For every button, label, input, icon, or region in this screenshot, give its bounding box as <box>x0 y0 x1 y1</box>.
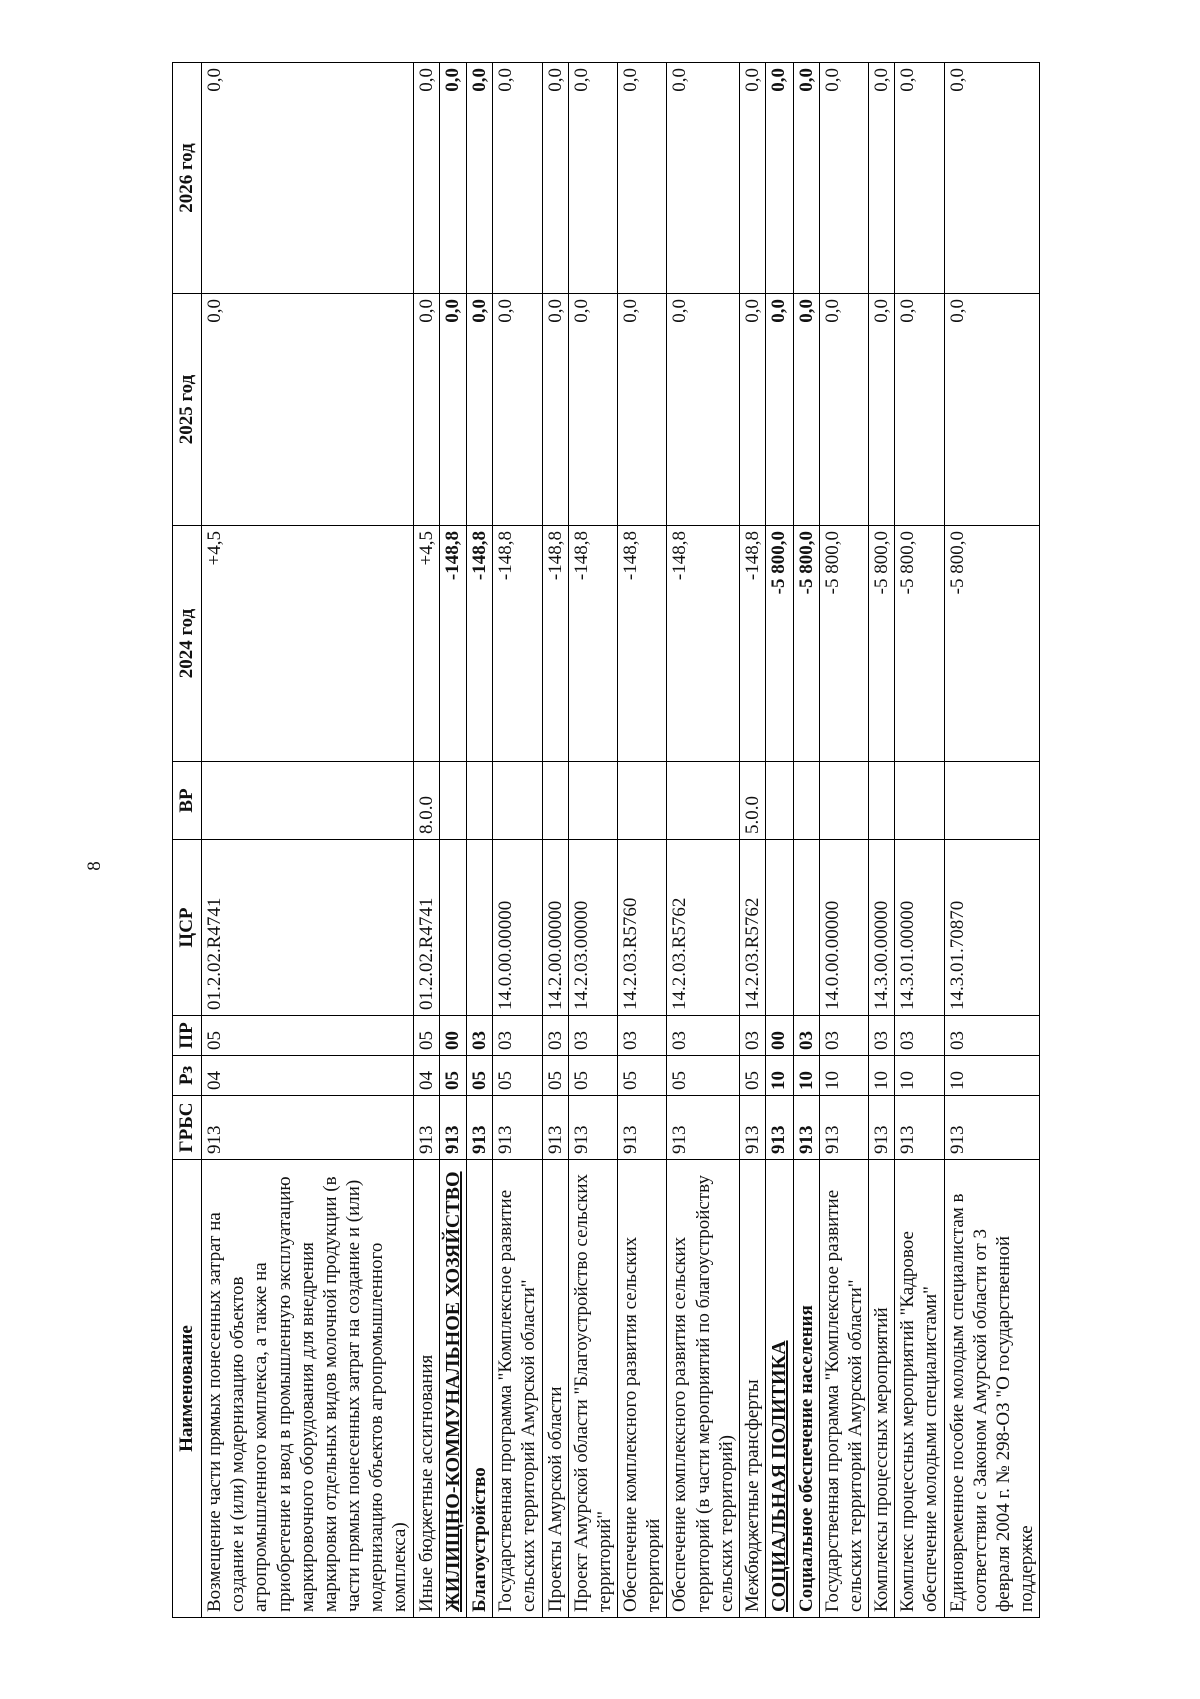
cell-csr: 14.3.01.70870 <box>944 840 1040 1016</box>
cell-grbs: 913 <box>618 1096 667 1160</box>
cell-grbs: 913 <box>568 1096 617 1160</box>
header-name: Наименование <box>173 1160 202 1618</box>
cell-rz: 10 <box>895 1056 944 1096</box>
header-grbs: ГРБС <box>173 1096 202 1160</box>
table-row <box>869 63 895 1618</box>
cell-grbs: 913 <box>542 1096 568 1160</box>
table-row <box>493 63 542 1618</box>
table-row <box>568 63 617 1618</box>
cell-pr: 03 <box>869 1016 895 1056</box>
cell-2024: -5 800,0 <box>869 526 895 762</box>
cell-2025: 0,0 <box>439 294 466 526</box>
cell-grbs: 913 <box>493 1096 542 1160</box>
header-csr: ЦСР <box>173 840 202 1016</box>
cell-vr <box>202 762 414 840</box>
table-row <box>895 63 944 1618</box>
cell-vr <box>793 762 819 840</box>
cell-2025: 0,0 <box>202 294 414 526</box>
budget-table <box>172 62 1040 1618</box>
cell-rz: 10 <box>869 1056 895 1096</box>
cell-pr: 03 <box>740 1016 766 1056</box>
cell-2026: 0,0 <box>542 63 568 294</box>
cell-grbs: 913 <box>467 1096 493 1160</box>
table-row <box>467 63 493 1618</box>
cell-2025: 0,0 <box>542 294 568 526</box>
table-row <box>542 63 568 1618</box>
cell-rz: 04 <box>413 1056 439 1096</box>
cell-2026: 0,0 <box>202 63 414 294</box>
cell-vr: 5.0.0 <box>740 762 766 840</box>
cell-name: Социальное обеспечение населения <box>793 1160 819 1618</box>
cell-name: Единовременное пособие молодым специалистам в соответствии с Законом Амурской области от 3 февраля 2004 г. № 298-ОЗ "О государственной поддержке <box>944 1160 1040 1618</box>
cell-2025: 0,0 <box>944 294 1040 526</box>
cell-vr <box>493 762 542 840</box>
table-row <box>413 63 439 1618</box>
cell-vr <box>542 762 568 840</box>
cell-2026: 0,0 <box>413 63 439 294</box>
cell-2026: 0,0 <box>793 63 819 294</box>
cell-csr: 14.2.03.R5762 <box>740 840 766 1016</box>
cell-2024: -148,8 <box>618 526 667 762</box>
cell-2026: 0,0 <box>740 63 766 294</box>
header-pr: ПР <box>173 1016 202 1056</box>
cell-2024: -5 800,0 <box>793 526 819 762</box>
header-2026: 2026 год <box>173 63 202 294</box>
cell-2024: -148,8 <box>568 526 617 762</box>
cell-rz: 10 <box>819 1056 868 1096</box>
header-rz: Рз <box>173 1056 202 1096</box>
cell-name: Обеспечение комплексного развития сельских территорий (в части мероприятий по благоустройству сельских территорий) <box>667 1160 740 1618</box>
cell-2026: 0,0 <box>493 63 542 294</box>
cell-rz: 04 <box>202 1056 414 1096</box>
cell-csr: 14.2.03.R5760 <box>618 840 667 1016</box>
cell-pr: 03 <box>793 1016 819 1056</box>
cell-csr: 14.3.01.00000 <box>895 840 944 1016</box>
cell-name: Иные бюджетные ассигнования <box>413 1160 439 1618</box>
cell-2026: 0,0 <box>667 63 740 294</box>
table-row <box>766 63 793 1618</box>
cell-csr: 14.2.00.00000 <box>542 840 568 1016</box>
cell-grbs: 913 <box>819 1096 868 1160</box>
cell-rz: 05 <box>740 1056 766 1096</box>
cell-2026: 0,0 <box>467 63 493 294</box>
cell-vr: 8.0.0 <box>413 762 439 840</box>
cell-vr <box>944 762 1040 840</box>
cell-csr: 14.3.00.00000 <box>869 840 895 1016</box>
cell-rz: 05 <box>568 1056 617 1096</box>
page-number: 8 <box>84 861 105 871</box>
cell-name: Государственная программа "Комплексное развитие сельских территорий Амурской области" <box>819 1160 868 1618</box>
cell-name: Проекты Амурской области <box>542 1160 568 1618</box>
cell-2025: 0,0 <box>793 294 819 526</box>
cell-rz: 05 <box>467 1056 493 1096</box>
cell-vr <box>819 762 868 840</box>
cell-pr: 03 <box>667 1016 740 1056</box>
table-row <box>819 63 868 1618</box>
cell-2024: -148,8 <box>667 526 740 762</box>
cell-csr: 14.2.03.R5762 <box>667 840 740 1016</box>
cell-pr: 00 <box>439 1016 466 1056</box>
cell-csr <box>793 840 819 1016</box>
cell-pr: 05 <box>413 1016 439 1056</box>
cell-2024: -5 800,0 <box>944 526 1040 762</box>
cell-2025: 0,0 <box>740 294 766 526</box>
cell-pr: 05 <box>202 1016 414 1056</box>
header-2024: 2024 год <box>173 526 202 762</box>
cell-grbs: 913 <box>766 1096 793 1160</box>
header-vr: ВР <box>173 762 202 840</box>
cell-grbs: 913 <box>667 1096 740 1160</box>
header-2025: 2025 год <box>173 294 202 526</box>
cell-2025: 0,0 <box>667 294 740 526</box>
cell-name: СОЦИАЛЬНАЯ ПОЛИТИКА <box>766 1160 793 1618</box>
cell-grbs: 913 <box>740 1096 766 1160</box>
cell-rz: 05 <box>667 1056 740 1096</box>
cell-2025: 0,0 <box>869 294 895 526</box>
cell-name: Комплекс процессных мероприятий "Кадровое обеспечение молодыми специалистами" <box>895 1160 944 1618</box>
cell-2025: 0,0 <box>493 294 542 526</box>
cell-grbs: 913 <box>895 1096 944 1160</box>
cell-2025: 0,0 <box>568 294 617 526</box>
cell-2025: 0,0 <box>467 294 493 526</box>
cell-pr: 03 <box>944 1016 1040 1056</box>
cell-2024: -148,8 <box>740 526 766 762</box>
cell-2024: -148,8 <box>467 526 493 762</box>
cell-pr: 03 <box>618 1016 667 1056</box>
cell-name: ЖИЛИЩНО-КОММУНАЛЬНОЕ ХОЗЯЙСТВО <box>439 1160 466 1618</box>
cell-2024: -148,8 <box>493 526 542 762</box>
cell-vr <box>568 762 617 840</box>
cell-pr: 00 <box>766 1016 793 1056</box>
cell-csr: 14.2.03.00000 <box>568 840 617 1016</box>
cell-csr: 01.2.02.R4741 <box>202 840 414 1016</box>
cell-name: Благоустройство <box>467 1160 493 1618</box>
cell-rz: 10 <box>766 1056 793 1096</box>
cell-2024: +4,5 <box>413 526 439 762</box>
cell-name: Обеспечение комплексного развития сельских территорий <box>618 1160 667 1618</box>
cell-pr: 03 <box>568 1016 617 1056</box>
cell-vr <box>869 762 895 840</box>
cell-pr: 03 <box>467 1016 493 1056</box>
cell-2024: -148,8 <box>439 526 466 762</box>
table-row <box>667 63 740 1618</box>
cell-2025: 0,0 <box>819 294 868 526</box>
cell-vr <box>618 762 667 840</box>
cell-name: Возмещение части прямых понесенных затрат на создание и (или) модернизацию объектов агропромышленного комплекса, а также на приобретение и ввод в промышленную эксплуатацию маркировочного оборудования для внедрения маркировки отдельных видов молочной продукции (в части прямых понесенных затрат на создание и (или) модернизацию объектов агропромышленного комплекса) <box>202 1160 414 1618</box>
cell-grbs: 913 <box>202 1096 414 1160</box>
cell-2025: 0,0 <box>895 294 944 526</box>
cell-pr: 03 <box>542 1016 568 1056</box>
cell-pr: 03 <box>895 1016 944 1056</box>
cell-name: Межбюджетные трансферты <box>740 1160 766 1618</box>
table-row <box>439 63 466 1618</box>
cell-vr <box>467 762 493 840</box>
table-row <box>793 63 819 1618</box>
cell-vr <box>895 762 944 840</box>
cell-2025: 0,0 <box>618 294 667 526</box>
cell-name: Проект Амурской области "Благоустройство сельских территорий" <box>568 1160 617 1618</box>
cell-2026: 0,0 <box>766 63 793 294</box>
cell-csr <box>439 840 466 1016</box>
cell-2026: 0,0 <box>895 63 944 294</box>
cell-2024: -5 800,0 <box>819 526 868 762</box>
cell-pr: 03 <box>493 1016 542 1056</box>
cell-csr: 01.2.02.R4741 <box>413 840 439 1016</box>
cell-vr <box>667 762 740 840</box>
cell-csr: 14.0.00.00000 <box>493 840 542 1016</box>
cell-2024: +4,5 <box>202 526 414 762</box>
cell-grbs: 913 <box>944 1096 1040 1160</box>
cell-2026: 0,0 <box>869 63 895 294</box>
table-row <box>202 63 414 1618</box>
cell-rz: 10 <box>944 1056 1040 1096</box>
cell-grbs: 913 <box>439 1096 466 1160</box>
cell-name: Комплексы процессных мероприятий <box>869 1160 895 1618</box>
cell-rz: 10 <box>793 1056 819 1096</box>
cell-rz: 05 <box>493 1056 542 1096</box>
cell-2024: -5 800,0 <box>766 526 793 762</box>
cell-csr: 14.0.00.00000 <box>819 840 868 1016</box>
cell-rz: 05 <box>618 1056 667 1096</box>
cell-2026: 0,0 <box>439 63 466 294</box>
cell-vr <box>766 762 793 840</box>
cell-grbs: 913 <box>413 1096 439 1160</box>
table-row <box>618 63 667 1618</box>
cell-2026: 0,0 <box>944 63 1040 294</box>
cell-csr <box>467 840 493 1016</box>
cell-grbs: 913 <box>869 1096 895 1160</box>
cell-2026: 0,0 <box>618 63 667 294</box>
cell-2024: -148,8 <box>542 526 568 762</box>
cell-name: Государственная программа "Комплексное развитие сельских территорий Амурской области" <box>493 1160 542 1618</box>
table-row <box>740 63 766 1618</box>
cell-vr <box>439 762 466 840</box>
cell-2026: 0,0 <box>819 63 868 294</box>
cell-csr <box>766 840 793 1016</box>
cell-2025: 0,0 <box>413 294 439 526</box>
cell-rz: 05 <box>542 1056 568 1096</box>
cell-rz: 05 <box>439 1056 466 1096</box>
rotated-table-frame <box>172 63 1038 1618</box>
cell-2024: -5 800,0 <box>895 526 944 762</box>
cell-2025: 0,0 <box>766 294 793 526</box>
cell-2026: 0,0 <box>568 63 617 294</box>
header-row <box>173 63 202 1618</box>
cell-grbs: 913 <box>793 1096 819 1160</box>
table-row <box>944 63 1040 1618</box>
cell-pr: 03 <box>819 1016 868 1056</box>
